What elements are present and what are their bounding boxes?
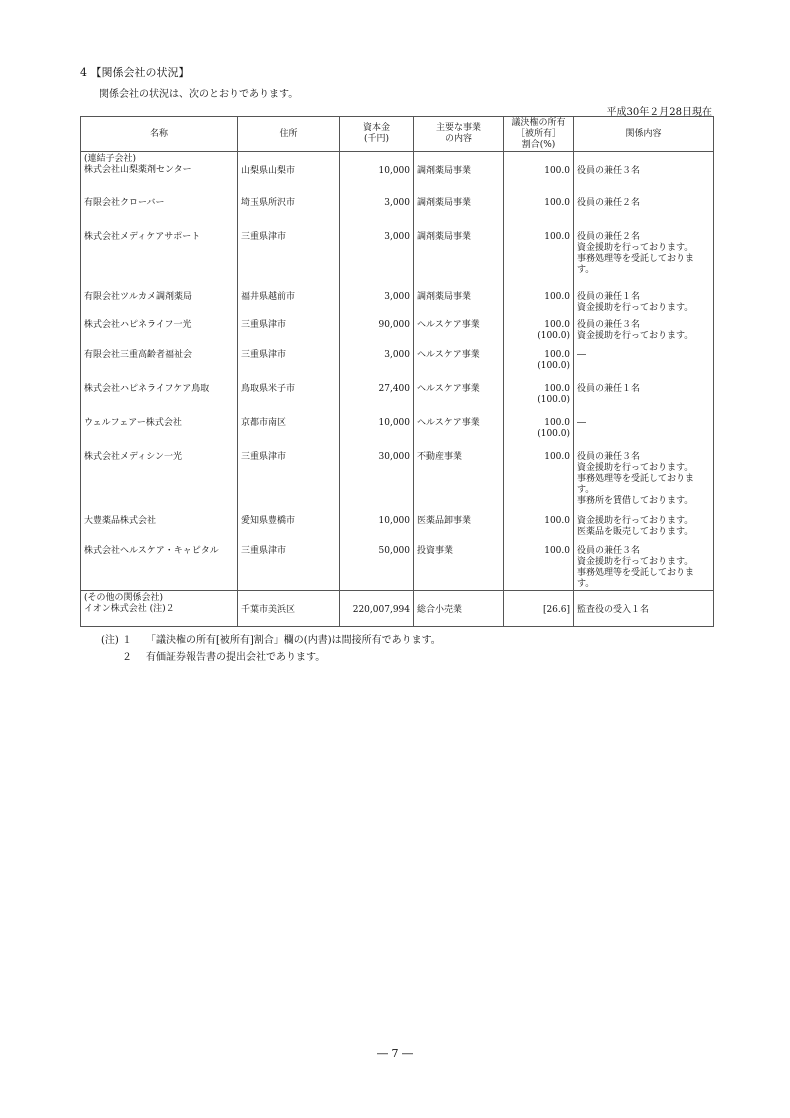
company-name: 株式会社ハピネライフケア鳥取 — [84, 383, 210, 394]
note-label: (注) １ — [101, 635, 132, 646]
business-cell: 調剤薬局事業 — [414, 230, 504, 290]
company-name: 株式会社ハピネライフ一光 — [84, 319, 192, 330]
company-name: 有限会社クローバー — [84, 197, 165, 208]
header-line: (千円) — [363, 134, 390, 144]
company-name-cell — [81, 591, 238, 627]
relation-line: 資金援助を行っております。 — [577, 515, 694, 526]
company-name-cell — [81, 514, 238, 544]
capital-cell: 3,000 — [340, 230, 414, 290]
as-of-date: 平成30年２月28日現在 — [606, 107, 712, 118]
note-text: 「議決権の所有[被所有]割合」欄の(内書)は間接所有であります。 — [146, 635, 441, 646]
company-name: 有限会社ツルカメ調剤薬局 — [84, 291, 193, 302]
capital-cell: 27,400 — [340, 382, 414, 416]
company-name: イオン株式会社 (注)２ — [84, 604, 175, 614]
ratio-value: (100.0) — [537, 360, 570, 371]
relation-line: 医薬品を販売しております。 — [577, 526, 694, 537]
voting-ratio-cell — [504, 450, 574, 514]
company-name-cell — [81, 230, 238, 290]
capital-cell: 50,000 — [340, 544, 414, 591]
business-cell: 調剤薬局事業 — [414, 152, 504, 196]
voting-ratio-cell — [504, 318, 574, 348]
ratio-value: 100.0 — [544, 349, 570, 360]
company-name-cell — [81, 544, 238, 591]
address-cell: 三重県津市 — [238, 450, 340, 514]
relation-line: 役員の兼任３名 — [577, 319, 641, 330]
relation-cell — [574, 416, 714, 450]
capital-cell: 90,000 — [340, 318, 414, 348]
address-cell: 埼玉県所沢市 — [238, 196, 340, 230]
company-name-cell — [81, 152, 238, 196]
header-relation — [574, 117, 714, 152]
ratio-value: 100.0 — [544, 231, 570, 242]
notes — [88, 632, 441, 666]
table-row — [81, 591, 714, 627]
address-cell: 千葉市美浜区 — [238, 591, 340, 627]
ratio-value: (100.0) — [537, 394, 570, 405]
address-cell: 京都市南区 — [238, 416, 340, 450]
voting-ratio-cell — [504, 591, 574, 627]
address-cell: 鳥取県米子市 — [238, 382, 340, 416]
company-name: ウェルフェアー株式会社 — [84, 417, 182, 428]
company-name-cell — [81, 290, 238, 318]
company-name: 大豊薬品株式会社 — [84, 515, 157, 526]
ratio-value: [26.6] — [542, 605, 570, 615]
relation-line: 役員の兼任１名 — [577, 383, 641, 394]
table-row — [81, 196, 714, 230]
ratio-value: 100.0 — [544, 383, 570, 394]
relation-cell — [574, 544, 714, 591]
ratio-value: 100.0 — [544, 291, 570, 302]
relation-line: 資金援助を行っております。 — [577, 462, 694, 473]
relation-line: 事務処理等を受託しておりま — [577, 473, 695, 484]
capital-cell: 3,000 — [340, 196, 414, 230]
group-label: (連結子会社) — [84, 154, 137, 164]
address-cell: 三重県津市 — [238, 544, 340, 591]
business-cell: 投資事業 — [414, 544, 504, 591]
note-item — [88, 632, 441, 649]
relation-line: 役員の兼任１名 — [577, 291, 641, 302]
table-row — [81, 230, 714, 290]
relation-cell — [574, 290, 714, 318]
page-number: ― 7 ― — [377, 1047, 413, 1060]
relation-line: 資金援助を行っております。 — [577, 302, 694, 313]
relation-line: 役員の兼任３名 — [577, 451, 641, 462]
header-line: 名称 — [149, 128, 168, 139]
header-business — [414, 117, 504, 152]
business-cell: ヘルスケア事業 — [414, 416, 504, 450]
ratio-value: 100.0 — [544, 515, 570, 526]
company-name-cell — [81, 450, 238, 514]
voting-ratio-cell — [504, 544, 574, 591]
note-text: 有価証券報告書の提出会社であります。 — [146, 652, 326, 663]
capital-cell: 220,007,994 — [340, 591, 414, 627]
address-cell: 三重県津市 — [238, 318, 340, 348]
voting-ratio-cell — [504, 290, 574, 318]
group-label: (その他の関係会社) — [84, 593, 164, 603]
relation-line: す。 — [577, 264, 595, 275]
header-voting-ratio — [504, 117, 574, 152]
relation-line: す。 — [577, 484, 595, 495]
address-cell: 愛知県豊橋市 — [238, 514, 340, 544]
business-cell: 医薬品卸事業 — [414, 514, 504, 544]
capital-cell: 30,000 — [340, 450, 414, 514]
header-line: 議決権の所有 — [511, 117, 566, 128]
address-cell: 三重県津市 — [238, 348, 340, 382]
relation-line: 役員の兼任３名 — [577, 545, 641, 556]
voting-ratio-cell — [504, 382, 574, 416]
relation-line: 事務処理等を受託しておりま — [577, 567, 695, 578]
table-row — [81, 382, 714, 416]
relation-cell — [574, 318, 714, 348]
table-row — [81, 318, 714, 348]
relation-cell — [574, 230, 714, 290]
table-row — [81, 152, 714, 196]
ratio-value: 100.0 — [544, 545, 570, 556]
header-capital — [340, 117, 414, 152]
address-cell: 山梨県山梨市 — [238, 152, 340, 196]
table-row — [81, 514, 714, 544]
capital-cell: 3,000 — [340, 290, 414, 318]
address-cell: 三重県津市 — [238, 230, 340, 290]
relation-cell — [574, 514, 714, 544]
company-name: 有限会社三重高齢者福祉会 — [84, 349, 193, 360]
section-title: 4 【関係会社の状況】 — [80, 66, 190, 79]
relation-cell — [574, 348, 714, 382]
table-row — [81, 544, 714, 591]
business-cell: 調剤薬局事業 — [414, 290, 504, 318]
address-cell: 福井県越前市 — [238, 290, 340, 318]
business-cell: 調剤薬局事業 — [414, 196, 504, 230]
relation-line: 事務所を賃借しております。 — [577, 495, 694, 506]
ratio-value: 100.0 — [544, 451, 570, 462]
voting-ratio-cell — [504, 348, 574, 382]
relation-line: 事務処理等を受託しておりま — [577, 253, 695, 264]
relation-line: 資金援助を行っております。 — [577, 330, 694, 341]
voting-ratio-cell — [504, 514, 574, 544]
table-row — [81, 450, 714, 514]
capital-cell: 3,000 — [340, 348, 414, 382]
ratio-value: (100.0) — [537, 330, 570, 341]
company-name: 株式会社ヘルスケア・キャピタル — [84, 545, 219, 556]
table-row — [81, 348, 714, 382]
relation-cell — [574, 450, 714, 514]
business-cell: ヘルスケア事業 — [414, 318, 504, 348]
ratio-value: 100.0 — [544, 197, 570, 208]
relation-line: ― — [577, 349, 586, 360]
relation-cell — [574, 591, 714, 627]
affiliates-table — [80, 116, 714, 627]
capital-cell: 10,000 — [340, 514, 414, 544]
company-name-cell — [81, 382, 238, 416]
relation-line: 監査役の受入１名 — [577, 605, 650, 615]
business-cell: 総合小売業 — [414, 591, 504, 627]
header-line: の内容 — [444, 134, 472, 144]
business-cell: ヘルスケア事業 — [414, 382, 504, 416]
header-name — [81, 117, 238, 152]
voting-ratio-cell — [504, 196, 574, 230]
relation-line: ― — [577, 417, 586, 428]
voting-ratio-cell — [504, 152, 574, 196]
header-line: ［被所有］ — [515, 128, 561, 139]
header-line: 割合(%) — [521, 139, 556, 150]
voting-ratio-cell — [504, 230, 574, 290]
capital-cell: 10,000 — [340, 416, 414, 450]
business-cell: ヘルスケア事業 — [414, 348, 504, 382]
ratio-value: 100.0 — [544, 319, 570, 330]
note-item — [88, 649, 441, 666]
capital-cell: 10,000 — [340, 152, 414, 196]
ratio-value: 100.0 — [544, 166, 570, 176]
relation-line: 役員の兼任３名 — [577, 166, 641, 176]
table-row — [81, 416, 714, 450]
relation-line: 役員の兼任２名 — [577, 231, 641, 242]
header-line: 主要な事業 — [435, 123, 481, 133]
voting-ratio-cell — [504, 416, 574, 450]
header-line: 関係内容 — [625, 128, 662, 139]
header-line: 住所 — [279, 128, 298, 139]
relation-line: す。 — [577, 578, 595, 589]
header-address — [238, 117, 340, 152]
company-name: 株式会社メディシン一光 — [84, 451, 183, 462]
note-label: ２ — [122, 652, 132, 663]
business-cell: 不動産事業 — [414, 450, 504, 514]
company-name: 株式会社山梨薬剤センター — [84, 165, 192, 175]
relation-line: 資金援助を行っております。 — [577, 556, 694, 567]
company-name-cell — [81, 196, 238, 230]
relation-line: 資金援助を行っております。 — [577, 242, 694, 253]
company-name: 株式会社メディケアサポート — [84, 231, 201, 242]
ratio-value: 100.0 — [544, 417, 570, 428]
relation-cell — [574, 382, 714, 416]
table-row — [81, 290, 714, 318]
relation-line: 役員の兼任２名 — [577, 197, 641, 208]
company-name-cell — [81, 318, 238, 348]
intro-text: 関係会社の状況は、次のとおりであります。 — [99, 89, 299, 100]
ratio-value: (100.0) — [537, 428, 570, 439]
relation-cell — [574, 196, 714, 230]
relation-cell — [574, 152, 714, 196]
company-name-cell — [81, 416, 238, 450]
company-name-cell — [81, 348, 238, 382]
header-line: 資本金 — [362, 123, 390, 133]
